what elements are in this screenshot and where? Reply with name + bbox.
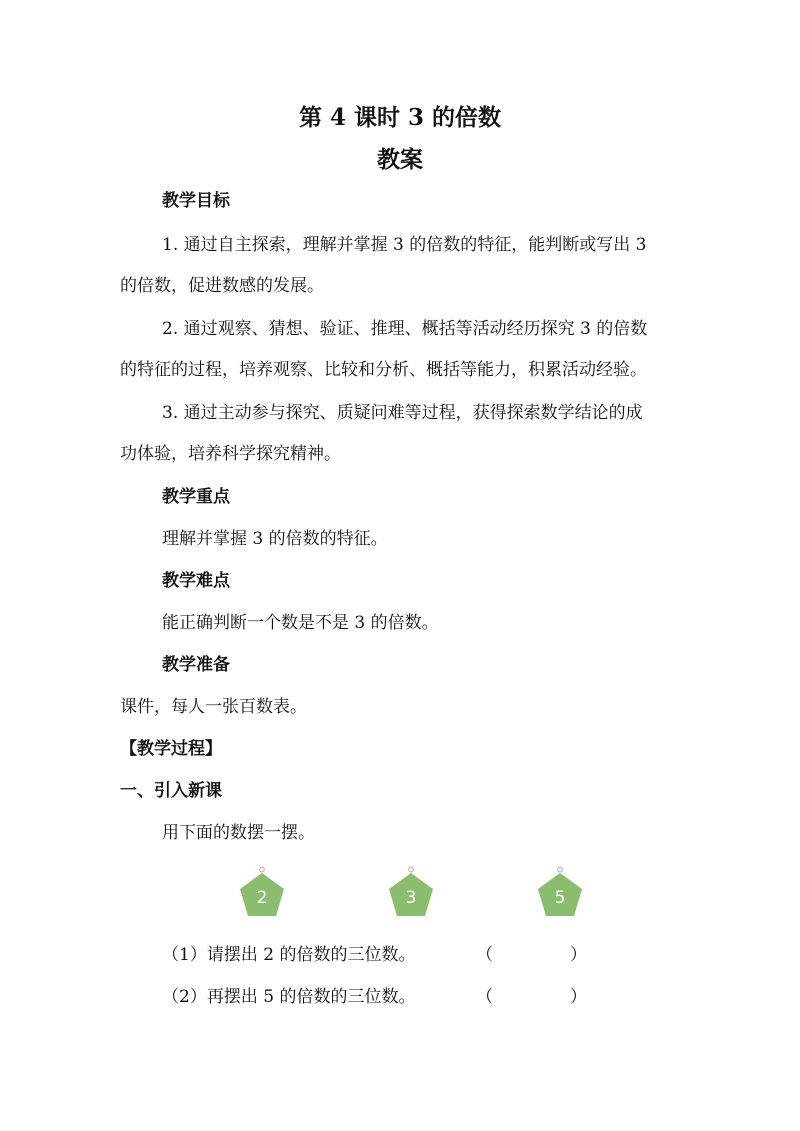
- objective-3-line-1: 3. 通过主动参与探究、质疑问难等过程，获得探索数学结论的成: [162, 403, 643, 423]
- answer-paren-open-1: （: [476, 945, 493, 965]
- card-number: 2: [256, 888, 268, 908]
- number-card-2: [239, 866, 285, 922]
- answer-paren-open-2: （: [476, 987, 493, 1007]
- card-number: 3: [405, 888, 417, 908]
- objectives-heading: 教学目标: [162, 191, 230, 211]
- objective-2-line-2: 的特征的过程，培养观察、比较和分析、概括等能力，积累活动经验。: [120, 360, 647, 380]
- instruction-text: 用下面的数摆一摆。: [162, 823, 315, 843]
- answer-paren-close-1: ）: [570, 945, 587, 965]
- answer-paren-close-2: ）: [570, 987, 587, 1007]
- objective-1-line-1: 1. 通过自主探索，理解并掌握 3 的倍数的特征，能判断或写出 3: [162, 235, 647, 255]
- section-1-heading: 一、引入新课: [120, 781, 222, 801]
- lesson-title: 第 4 课时 3 的倍数: [298, 104, 502, 131]
- preparation-heading: 教学准备: [162, 655, 230, 675]
- question-2: （2）再摆出 5 的倍数的三位数。: [162, 987, 416, 1007]
- question-1: （1）请摆出 2 的倍数的三位数。: [162, 945, 416, 965]
- lesson-subtitle: 教案: [377, 146, 423, 173]
- difficulties-heading: 教学难点: [162, 571, 230, 591]
- objective-2-line-1: 2. 通过观察、猜想、验证、推理、概括等活动经历探究 3 的倍数: [162, 319, 648, 339]
- number-card-5: [537, 866, 583, 922]
- key-points-text: 理解并掌握 3 的倍数的特征。: [162, 529, 388, 549]
- objective-1-line-2: 的倍数，促进数感的发展。: [120, 276, 324, 296]
- objective-3-line-2: 功体验，培养科学探究精神。: [120, 444, 341, 464]
- key-points-heading: 教学重点: [162, 487, 230, 507]
- number-card-3: [388, 866, 434, 922]
- process-heading: 【教学过程】: [120, 739, 222, 759]
- preparation-text: 课件，每人一张百数表。: [120, 697, 307, 717]
- card-number: 5: [554, 888, 566, 908]
- difficulties-text: 能正确判断一个数是不是 3 的倍数。: [162, 613, 439, 633]
